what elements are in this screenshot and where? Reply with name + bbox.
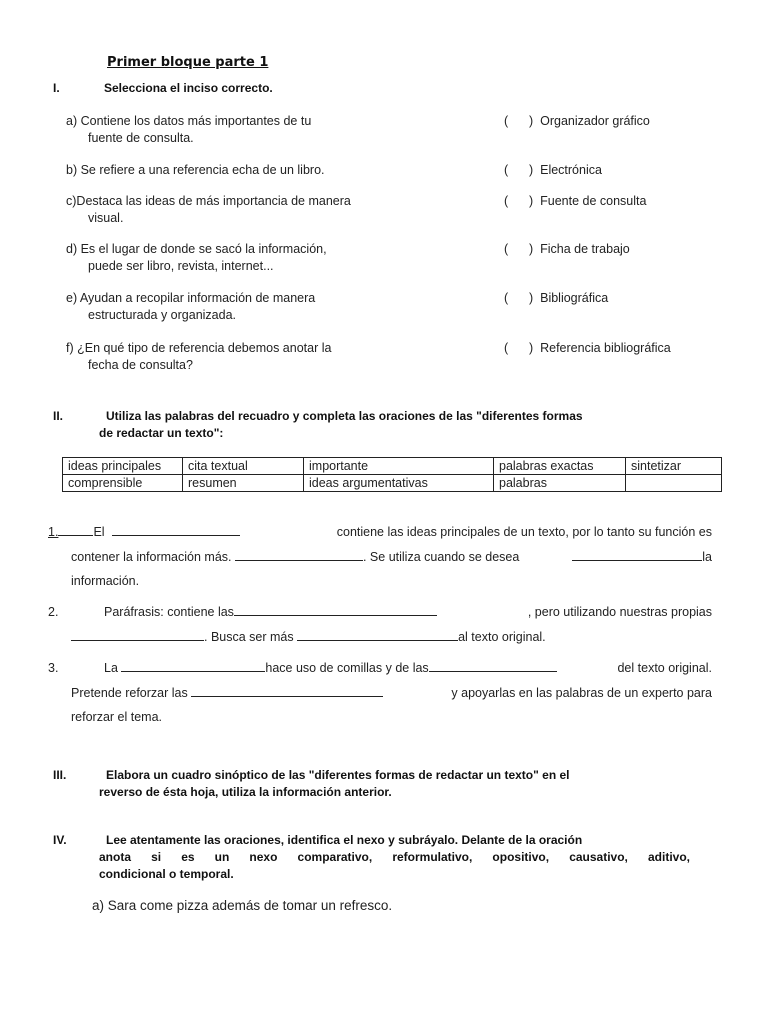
paragraph-1	[48, 520, 712, 594]
answer-blank[interactable]	[235, 548, 363, 561]
section-2-number: II.	[53, 409, 64, 423]
paragraph-3-number: 3.	[48, 661, 59, 675]
section-3-number: III.	[53, 768, 67, 782]
word-bank-row	[63, 475, 722, 492]
paragraph-1-number: 1.	[48, 525, 59, 539]
item-c-text-cont: visual.	[88, 211, 124, 225]
paragraph-2-text: al texto original.	[458, 629, 546, 644]
paragraph-1-line-1	[48, 520, 712, 545]
item-a-text: a) Contiene los datos más importantes de tu	[66, 114, 312, 128]
item-b-text: b) Se refiere a una referencia echa de un libro.	[66, 163, 325, 177]
paragraph-3-text: La	[104, 661, 118, 675]
item-f-text: f) ¿En qué tipo de referencia debemos anotar la	[66, 341, 332, 355]
paragraph-2-text: , pero utilizando nuestras propias	[527, 605, 712, 619]
item-d-text: d) Es el lugar de donde se sacó la información,	[66, 242, 327, 256]
item-f	[66, 340, 386, 374]
section-4-line3: condicional o temporal.	[99, 867, 234, 881]
paragraph-1-text: información.	[71, 574, 140, 588]
answer-blank[interactable]	[429, 659, 557, 672]
word-cell: sintetizar	[626, 458, 722, 475]
paragraph-3-text: y apoyarlas en las palabras de un experto para	[451, 685, 712, 700]
item-d	[66, 241, 386, 275]
answer-blank[interactable]	[121, 659, 249, 672]
paragraph-2	[48, 600, 712, 649]
word-cell: comprensible	[63, 475, 183, 492]
option-3: ( ) Fuente de consulta	[504, 194, 647, 208]
paragraph-1-text: contiene las ideas principales de un texto, por lo tanto su función es	[336, 525, 712, 539]
sentence-a: a) Sara come pizza además de tomar un refresco.	[92, 898, 393, 913]
answer-blank[interactable]	[297, 628, 425, 641]
paragraph-3-text: del texto original.	[617, 661, 712, 675]
word-cell: cita textual	[183, 458, 304, 475]
paragraph-2-line-1	[48, 600, 712, 625]
item-a	[66, 113, 386, 147]
paragraph-1-text: . Se utiliza cuando se desea	[362, 549, 520, 564]
option-1: ( ) Organizador gráfico	[504, 114, 650, 128]
item-b	[66, 162, 386, 179]
paragraph-3-line-1	[48, 656, 712, 681]
section-4-line1: Lee atentamente las oraciones, identifica el nexo y subráyalo. Delante de la oración	[106, 833, 583, 847]
item-a-text-cont: fuente de consulta.	[88, 131, 194, 145]
item-e-text: e) Ayudan a recopilar información de manera	[66, 291, 316, 305]
section-4-line2: anota si es un nexo comparativo, reformulativo, opositivo, causativo, aditivo,	[99, 850, 690, 864]
answer-blank[interactable]	[362, 603, 437, 616]
item-e	[66, 290, 386, 324]
answer-blank[interactable]	[425, 628, 458, 641]
item-d-text-cont: puede ser libro, revista, internet...	[88, 259, 274, 273]
option-2: ( ) Electrónica	[504, 163, 602, 177]
section-2-heading	[53, 408, 693, 442]
answer-blank[interactable]	[58, 523, 93, 536]
answer-blank[interactable]	[249, 659, 265, 672]
answer-blank[interactable]	[572, 548, 702, 561]
word-cell: palabras	[494, 475, 626, 492]
paragraph-3-line-2	[48, 681, 712, 706]
word-bank-row	[63, 458, 722, 475]
paragraph-2-number: 2.	[48, 605, 59, 619]
paragraph-1-text: El	[93, 525, 105, 539]
section-2-instruction-line2: de redactar un texto":	[99, 426, 224, 440]
paragraph-3-text: reforzar el tema.	[71, 710, 163, 724]
paragraph-2-text: Paráfrasis: contiene las	[104, 605, 234, 619]
section-1-instruction: Selecciona el inciso correcto.	[104, 81, 273, 95]
answer-blank[interactable]	[112, 523, 240, 536]
item-c	[66, 193, 386, 227]
paragraph-2-line-2	[48, 625, 712, 650]
paragraph-3	[48, 656, 712, 730]
word-cell: ideas argumentativas	[304, 475, 494, 492]
item-c-text: c)Destaca las ideas de más importancia de manera	[66, 194, 351, 208]
section-3-heading	[53, 767, 693, 801]
word-cell: importante	[304, 458, 494, 475]
section-3-line1: Elabora un cuadro sinóptico de las "diferentes formas de redactar un texto" en el	[106, 768, 570, 782]
option-4: ( ) Ficha de trabajo	[504, 242, 630, 256]
paragraph-1-text: la	[702, 549, 712, 564]
word-cell	[626, 475, 722, 492]
option-5: ( ) Bibliográfica	[504, 291, 609, 305]
word-bank-table	[62, 457, 722, 492]
word-cell: ideas principales	[63, 458, 183, 475]
page-title: Primer bloque parte 1	[107, 55, 269, 70]
paragraph-1-text: contener la información más.	[71, 549, 232, 564]
paragraph-1-line-3	[48, 569, 712, 594]
word-cell: resumen	[183, 475, 304, 492]
paragraph-2-text: . Busca ser más	[204, 629, 294, 644]
section-4-heading	[53, 832, 690, 883]
section-1-heading	[53, 80, 693, 97]
option-6: ( ) Referencia bibliográfica	[504, 341, 671, 355]
word-cell: palabras exactas	[494, 458, 626, 475]
section-2-instruction-line1: Utiliza las palabras del recuadro y completa las oraciones de las "diferentes formas	[106, 409, 583, 423]
answer-blank[interactable]	[319, 684, 383, 697]
answer-blank[interactable]	[71, 628, 199, 641]
answer-blank[interactable]	[234, 603, 362, 616]
item-e-text-cont: estructurada y organizada.	[88, 308, 237, 322]
paragraph-3-text: hace uso de comillas y de las	[265, 661, 429, 675]
paragraph-1-line-2	[48, 545, 712, 570]
section-4-number: IV.	[53, 833, 67, 847]
paragraph-3-line-3	[48, 705, 712, 730]
section-1-number: I.	[53, 81, 60, 95]
section-3-line2: reverso de ésta hoja, utiliza la información anterior.	[99, 785, 392, 799]
item-f-text-cont: fecha de consulta?	[88, 358, 193, 372]
answer-blank[interactable]	[191, 684, 319, 697]
paragraph-3-text: Pretende reforzar las	[71, 685, 188, 700]
